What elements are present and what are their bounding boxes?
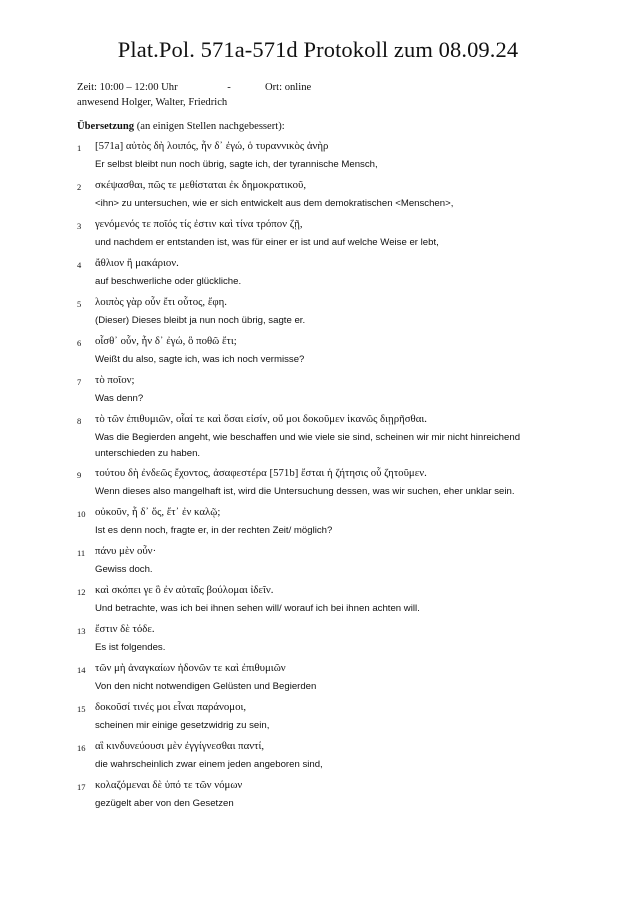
german-translation: Was die Begierden angeht, wie beschaffen und wie viele sie sind, scheinen wir mir nicht hinreichend unterschieden zu haben. bbox=[95, 432, 521, 459]
greek-text: [571a] αὐτὸς δὴ λοιπός, ἦν δ᾽ ἐγώ, ὁ τυραννικὸς ἀνὴρ bbox=[95, 140, 329, 152]
greek-text: τούτου δὴ ἐνδεῶς ἔχοντος, ἀσαφεστέρα [571b] ἔσται ἡ ζήτησις οὗ ζητοῦμεν. bbox=[95, 467, 427, 479]
greek-text: ἄθλιον ἢ μακάριον. bbox=[95, 257, 179, 269]
item-number: 2 bbox=[77, 182, 82, 192]
greek-text: σκέψασθαι, πῶς τε μεθίσταται ἐκ δημοκρατικοῦ, bbox=[95, 179, 307, 191]
german-translation: Weißt du also, sagte ich, was ich noch vermisse? bbox=[95, 354, 305, 365]
item-number: 3 bbox=[77, 221, 82, 231]
item-number: 12 bbox=[77, 587, 86, 597]
item-number: 5 bbox=[77, 299, 82, 309]
greek-text: αἳ κινδυνεύουσι μὲν ἐγγίγνεσθαι παντί, bbox=[95, 740, 265, 752]
german-translation: die wahrscheinlich zwar einem jeden angeboren sind, bbox=[95, 759, 323, 770]
meeting-meta bbox=[77, 80, 312, 110]
german-translation: scheinen mir einige gesetzwidrig zu sein, bbox=[95, 720, 270, 731]
german-translation: Von den nicht notwendigen Gelüsten und Begierden bbox=[95, 681, 317, 692]
greek-text: τὸ τῶν ἐπιθυμιῶν, οἷαί τε καὶ ὅσαι εἰσίν, οὔ μοι δοκοῦμεν ἱκανῶς διῃρῆσθαι. bbox=[95, 413, 427, 425]
german-translation: <ihn> zu untersuchen, wie er sich entwickelt aus dem demokratischen <Menschen>, bbox=[95, 198, 454, 209]
item-number: 4 bbox=[77, 260, 82, 270]
german-translation: Wenn dieses also mangelhaft ist, wird die Untersuchung dessen, was wir suchen, eher unklar sein. bbox=[95, 486, 515, 497]
meta-time: Zeit: 10:00 – 12:00 Uhr bbox=[77, 82, 178, 93]
item-number: 16 bbox=[77, 743, 86, 753]
greek-text: κολαζόμεναι δὲ ὑπό τε τῶν νόμων bbox=[95, 779, 243, 791]
greek-text: λοιπὸς γὰρ οὖν ἔτι οὗτος, ἔφη. bbox=[95, 296, 227, 308]
german-translation: Er selbst bleibt nun noch übrig, sagte ich, der tyrannische Mensch, bbox=[95, 159, 378, 170]
translation-heading bbox=[77, 121, 285, 132]
item-number: 15 bbox=[77, 704, 86, 714]
german-translation: Was denn? bbox=[95, 393, 144, 404]
item-number: 8 bbox=[77, 416, 82, 426]
german-translation: auf beschwerliche oder glückliche. bbox=[95, 276, 242, 287]
german-translation: (Dieser) Dieses bleibt ja nun noch übrig, sagte er. bbox=[95, 315, 306, 326]
item-number: 13 bbox=[77, 626, 86, 636]
german-translation: gezügelt aber von den Gesetzen bbox=[95, 798, 234, 809]
greek-text: καὶ σκόπει γε ὃ ἐν αὐταῖς βούλομαι ἰδεῖν. bbox=[95, 584, 274, 596]
item-number: 9 bbox=[77, 470, 82, 480]
greek-text: τὸ ποῖον; bbox=[95, 374, 135, 386]
greek-text: τῶν μὴ ἀναγκαίων ἡδονῶν τε καὶ ἐπιθυμιῶν bbox=[95, 662, 286, 674]
item-number: 17 bbox=[77, 782, 86, 792]
meta-attendees: anwesend Holger, Walter, Friedrich bbox=[77, 97, 228, 108]
item-number: 11 bbox=[77, 548, 86, 558]
greek-text: δοκοῦσί τινές μοι εἶναι παράνομοι, bbox=[95, 701, 247, 713]
translation-heading-rest: (an einigen Stellen nachgebessert): bbox=[134, 121, 285, 132]
page-title: Plat.Pol. 571a-571d Protokoll zum 08.09.24 bbox=[117, 37, 519, 62]
german-translation: Ist es denn noch, fragte er, in der rechten Zeit/ möglich? bbox=[95, 525, 333, 536]
translation-heading-bold: Übersetzung bbox=[77, 121, 135, 132]
greek-text: πάνυ μὲν οὖν· bbox=[95, 545, 157, 557]
german-translation: Es ist folgendes. bbox=[95, 642, 166, 653]
item-number: 1 bbox=[77, 143, 82, 153]
greek-text: οἶσθ᾽ οὖν, ἦν δ᾽ ἐγώ, ὃ ποθῶ ἔτι; bbox=[95, 335, 237, 347]
greek-text: γενόμενός τε ποῖός τίς ἐστιν καὶ τίνα τρόπον ζῇ, bbox=[95, 218, 303, 230]
greek-text: οὐκοῦν, ἦ δ᾽ ὅς, ἔτ᾽ ἐν καλῷ; bbox=[95, 506, 221, 518]
item-number: 14 bbox=[77, 665, 86, 675]
german-translation: und nachdem er entstanden ist, was für einer er ist und auf welche Weise er lebt, bbox=[95, 237, 439, 248]
meta-time-row bbox=[77, 80, 312, 95]
german-translation: Und betrachte, was ich bei ihnen sehen will/ worauf ich bei ihnen achten will. bbox=[95, 603, 420, 614]
greek-text: ἔστιν δὲ τόδε. bbox=[95, 623, 155, 635]
item-number: 7 bbox=[77, 377, 82, 387]
meta-location: Ort: online bbox=[265, 82, 312, 93]
item-number: 10 bbox=[77, 509, 86, 519]
german-translation: Gewiss doch. bbox=[95, 564, 153, 575]
item-number: 6 bbox=[77, 338, 82, 348]
meta-separator: - bbox=[227, 82, 231, 93]
